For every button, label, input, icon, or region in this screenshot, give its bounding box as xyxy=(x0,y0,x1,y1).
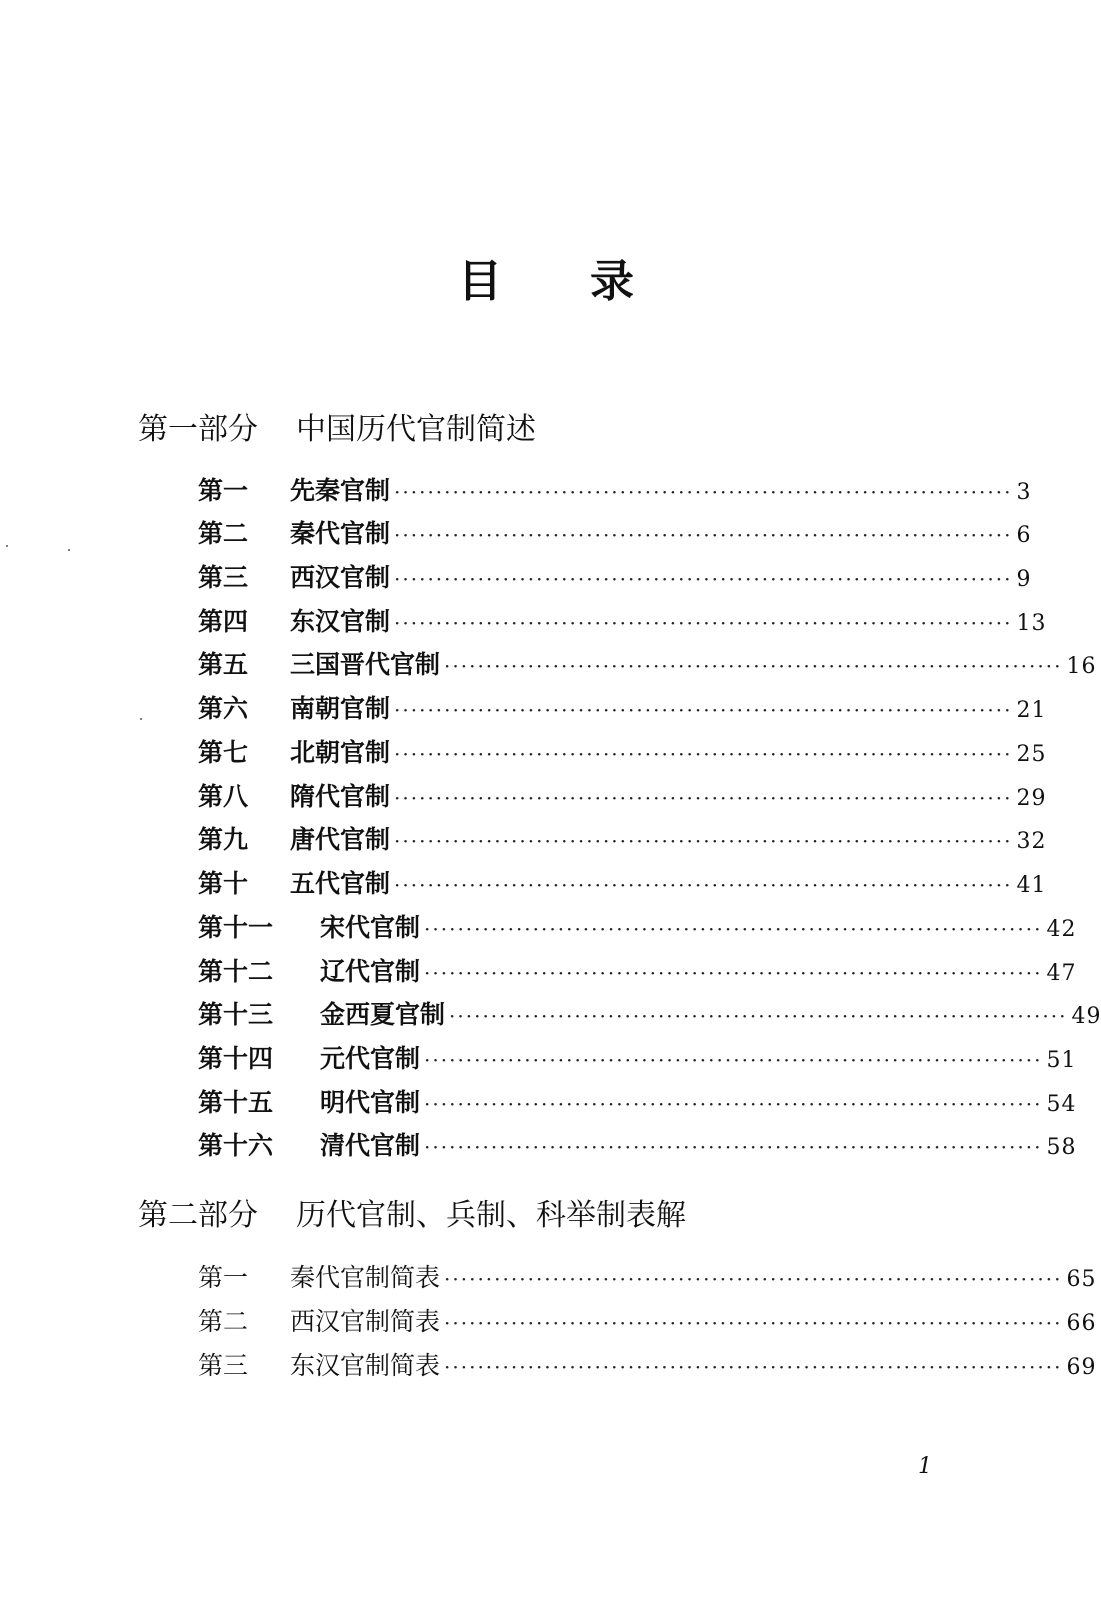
entry-page: 9 xyxy=(1016,567,1032,592)
entry-page: 13 xyxy=(1016,611,1047,636)
toc-entry[interactable] xyxy=(198,1349,1097,1383)
entry-page: 25 xyxy=(1016,742,1047,767)
entry-number: 第十五 xyxy=(198,1088,274,1117)
scan-speck xyxy=(6,545,8,547)
entry-title: 三国晋代官制 xyxy=(290,650,441,679)
entry-number: 第十三 xyxy=(198,1000,274,1029)
dot-leader: ·········································································· xyxy=(444,654,1063,678)
toc-entry[interactable] xyxy=(198,823,1047,857)
entry-page: 47 xyxy=(1046,961,1077,986)
toc-entry[interactable] xyxy=(198,605,1047,639)
title-char-2: 录 xyxy=(590,256,634,307)
dot-leader: ·········································································· xyxy=(394,611,1013,635)
entry-number: 第十 xyxy=(198,869,249,898)
entry-number: 第十二 xyxy=(198,957,274,986)
entry-number: 第九 xyxy=(198,825,249,854)
entry-number: 第二 xyxy=(198,1307,249,1336)
entry-title: 南朝官制 xyxy=(290,694,391,723)
entry-page: 42 xyxy=(1046,917,1077,942)
toc-entry[interactable] xyxy=(198,780,1047,814)
entry-page: 58 xyxy=(1046,1135,1077,1160)
entry-number: 第六 xyxy=(198,694,249,723)
entry-title: 宋代官制 xyxy=(320,913,421,942)
entry-title: 东汉官制简表 xyxy=(290,1351,441,1380)
entry-title: 隋代官制 xyxy=(290,782,391,811)
entry-page: 69 xyxy=(1066,1355,1097,1380)
toc-entry[interactable] xyxy=(198,1042,1077,1076)
entry-number: 第十四 xyxy=(198,1044,274,1073)
dot-leader: ·········································································· xyxy=(449,1004,1068,1028)
toc-entry[interactable] xyxy=(198,867,1047,901)
entry-number: 第四 xyxy=(198,607,249,636)
entry-title: 西汉官制简表 xyxy=(290,1307,441,1336)
dot-leader: ·········································································· xyxy=(394,480,1013,504)
entry-page: 51 xyxy=(1046,1048,1077,1073)
entry-page: 6 xyxy=(1016,523,1032,548)
part-name: 中国历代官制简述 xyxy=(296,412,536,447)
entry-page: 54 xyxy=(1046,1092,1077,1117)
toc-entry[interactable] xyxy=(198,648,1097,682)
dot-leader: ·········································································· xyxy=(444,1355,1063,1379)
dot-leader: ·········································································· xyxy=(394,567,1013,591)
dot-leader: ·········································································· xyxy=(394,786,1013,810)
entry-page: 16 xyxy=(1066,654,1097,679)
dot-leader: ·········································································· xyxy=(424,1092,1043,1116)
toc-entry[interactable] xyxy=(198,1261,1097,1295)
part-number: 第二部分 xyxy=(138,1198,258,1233)
entry-title: 金西夏官制 xyxy=(320,1000,446,1029)
entry-number: 第一 xyxy=(198,1263,249,1292)
dot-leader: ·········································································· xyxy=(444,1267,1063,1291)
page-title xyxy=(0,254,1080,314)
entry-title: 先秦官制 xyxy=(290,476,391,505)
toc-entry[interactable] xyxy=(198,998,1101,1032)
dot-leader: ·········································································· xyxy=(394,873,1013,897)
part-number: 第一部分 xyxy=(138,412,258,447)
entry-page: 29 xyxy=(1016,786,1047,811)
entry-title: 唐代官制 xyxy=(290,825,391,854)
entry-title: 西汉官制 xyxy=(290,563,391,592)
entry-title: 五代官制 xyxy=(290,869,391,898)
entry-number: 第一 xyxy=(198,476,249,505)
toc-entry[interactable] xyxy=(198,736,1047,770)
entry-number: 第七 xyxy=(198,738,249,767)
entry-number: 第三 xyxy=(198,1351,249,1380)
toc-entry[interactable] xyxy=(198,692,1047,726)
entry-page: 21 xyxy=(1016,698,1047,723)
dot-leader: ·········································································· xyxy=(394,523,1013,547)
toc-entry[interactable] xyxy=(198,474,1032,508)
toc-entry[interactable] xyxy=(198,1129,1077,1163)
toc-entry[interactable] xyxy=(198,1305,1097,1339)
dot-leader: ·········································································· xyxy=(394,829,1013,853)
entry-page: 49 xyxy=(1071,1004,1101,1029)
dot-leader: ·········································································· xyxy=(444,1311,1063,1335)
entry-number: 第五 xyxy=(198,650,249,679)
toc-entry[interactable] xyxy=(198,955,1077,989)
entry-number: 第十六 xyxy=(198,1131,274,1160)
entry-title: 东汉官制 xyxy=(290,607,391,636)
toc-entry[interactable] xyxy=(198,517,1032,551)
entry-title: 秦代官制 xyxy=(290,519,391,548)
title-char-1: 目 xyxy=(458,256,502,307)
entry-title: 明代官制 xyxy=(320,1088,421,1117)
part-heading-1 xyxy=(138,410,536,450)
entry-title: 北朝官制 xyxy=(290,738,391,767)
dot-leader: ·········································································· xyxy=(394,742,1013,766)
dot-leader: ·········································································· xyxy=(424,1048,1043,1072)
entry-page: 3 xyxy=(1016,480,1032,505)
toc-entry[interactable] xyxy=(198,561,1032,595)
dot-leader: ·········································································· xyxy=(394,698,1013,722)
toc-entry[interactable] xyxy=(198,911,1077,945)
dot-leader: ·········································································· xyxy=(424,1135,1043,1159)
entry-page: 66 xyxy=(1066,1311,1097,1336)
entry-title: 元代官制 xyxy=(320,1044,421,1073)
part-heading-2 xyxy=(138,1196,686,1236)
entry-title: 秦代官制简表 xyxy=(290,1263,441,1292)
entry-number: 第二 xyxy=(198,519,249,548)
page-folio: 1 xyxy=(918,1454,932,1479)
entry-number: 第十一 xyxy=(198,913,274,942)
entry-title: 清代官制 xyxy=(320,1131,421,1160)
entry-number: 第三 xyxy=(198,563,249,592)
entry-page: 41 xyxy=(1016,873,1047,898)
toc-entry[interactable] xyxy=(198,1086,1077,1120)
entry-number: 第八 xyxy=(198,782,249,811)
entry-title: 辽代官制 xyxy=(320,957,421,986)
dot-leader: ·········································································· xyxy=(424,917,1043,941)
entry-page: 65 xyxy=(1066,1267,1097,1292)
part-name: 历代官制、兵制、科举制表解 xyxy=(296,1198,686,1233)
dot-leader: ·········································································· xyxy=(424,961,1043,985)
scan-speck xyxy=(140,718,142,720)
scan-speck xyxy=(68,549,70,551)
entry-page: 32 xyxy=(1016,829,1047,854)
